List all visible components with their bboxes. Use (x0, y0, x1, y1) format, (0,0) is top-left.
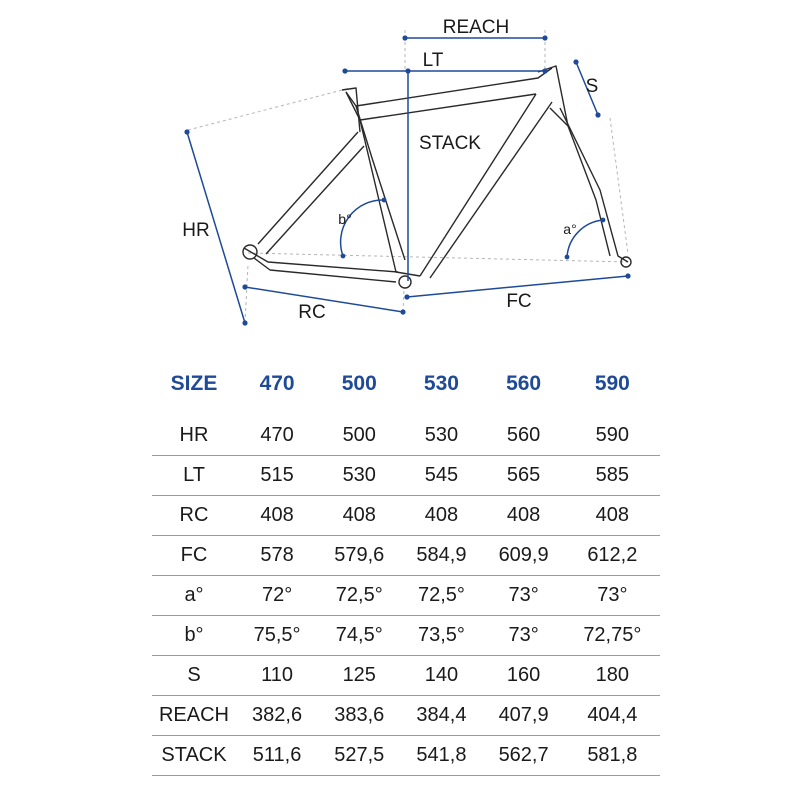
table-cell: 408 (236, 496, 318, 536)
table-cell: 160 (483, 656, 565, 696)
table-cell: 408 (483, 496, 565, 536)
table-cell: 75,5° (236, 616, 318, 656)
table-cell: 180 (565, 656, 660, 696)
table-cell: 404,4 (565, 696, 660, 736)
row-label: STACK (152, 736, 236, 776)
table-cell: 72,75° (565, 616, 660, 656)
table-row (152, 411, 660, 456)
dimension-lines (184, 35, 630, 325)
geometry-table (152, 362, 660, 776)
table-body (152, 411, 660, 776)
table-cell: 470 (236, 411, 318, 456)
table-cell: 73° (483, 616, 565, 656)
table-row (152, 576, 660, 616)
table-cell: 72,5° (318, 576, 400, 616)
label-s: S (585, 76, 599, 97)
table-header-cell: 500 (318, 362, 400, 411)
label-reach: REACH (442, 17, 510, 38)
table-cell: 384,4 (400, 696, 482, 736)
row-label: LT (152, 456, 236, 496)
table-cell: 408 (400, 496, 482, 536)
table-cell: 125 (318, 656, 400, 696)
label-lt: LT (422, 50, 444, 71)
table-header-cell: SIZE (152, 362, 236, 411)
label-b-angle: b° (338, 211, 352, 227)
table-cell: 530 (318, 456, 400, 496)
row-label: RC (152, 496, 236, 536)
table-row (152, 616, 660, 656)
table-header-cell: 560 (483, 362, 565, 411)
table-cell: 579,6 (318, 536, 400, 576)
table-cell: 74,5° (318, 616, 400, 656)
table-cell: 541,8 (400, 736, 482, 776)
table-cell: 73° (483, 576, 565, 616)
table-cell: 408 (318, 496, 400, 536)
table-cell: 73° (565, 576, 660, 616)
table-cell: 609,9 (483, 536, 565, 576)
label-rc: RC (298, 302, 326, 323)
table-cell: 140 (400, 656, 482, 696)
table-cell: 110 (236, 656, 318, 696)
table-cell: 72,5° (400, 576, 482, 616)
table-row (152, 496, 660, 536)
table-cell: 500 (318, 411, 400, 456)
table-cell: 527,5 (318, 736, 400, 776)
row-label: S (152, 656, 236, 696)
table-cell: 72° (236, 576, 318, 616)
table-cell: 565 (483, 456, 565, 496)
row-label: a° (152, 576, 236, 616)
table-row (152, 536, 660, 576)
label-stack: STACK (419, 133, 481, 154)
label-hr: HR (182, 220, 210, 241)
table-header-cell: 470 (236, 362, 318, 411)
table-cell: 73,5° (400, 616, 482, 656)
table-cell: 382,6 (236, 696, 318, 736)
table-cell: 511,6 (236, 736, 318, 776)
table-row (152, 656, 660, 696)
row-label: HR (152, 411, 236, 456)
table-cell: 383,6 (318, 696, 400, 736)
table-cell: 560 (483, 411, 565, 456)
table-header-cell: 530 (400, 362, 482, 411)
table-cell: 407,9 (483, 696, 565, 736)
table-cell: 578 (236, 536, 318, 576)
table-cell: 612,2 (565, 536, 660, 576)
table-cell: 581,8 (565, 736, 660, 776)
table-row (152, 456, 660, 496)
row-label: b° (152, 616, 236, 656)
row-label: FC (152, 536, 236, 576)
table-cell: 545 (400, 456, 482, 496)
frame-geometry-diagram (0, 0, 800, 340)
row-label: REACH (152, 696, 236, 736)
table-header-cell: 590 (565, 362, 660, 411)
table-row (152, 696, 660, 736)
label-fc: FC (506, 291, 532, 312)
table-cell: 585 (565, 456, 660, 496)
table-cell: 562,7 (483, 736, 565, 776)
table-cell: 584,9 (400, 536, 482, 576)
label-a-angle: a° (563, 221, 577, 237)
table-cell: 408 (565, 496, 660, 536)
bike-frame (243, 66, 631, 288)
table-header-row (152, 362, 660, 411)
table-cell: 515 (236, 456, 318, 496)
table-cell: 590 (565, 411, 660, 456)
table-cell: 530 (400, 411, 482, 456)
table-row (152, 736, 660, 776)
